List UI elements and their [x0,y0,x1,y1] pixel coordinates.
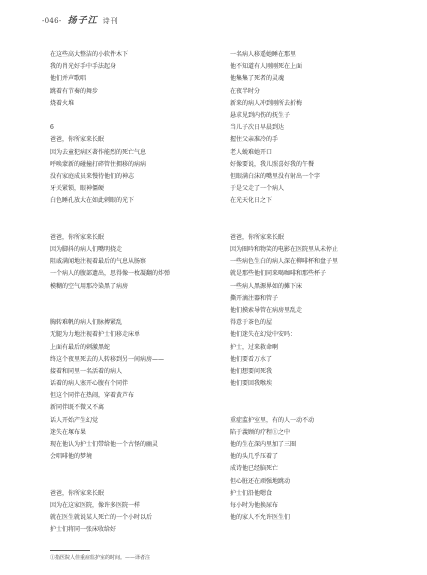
poem-line: 无腿为力地注视着护士们移走床单 [50,331,141,339]
stanza-break [50,305,220,317]
poem-line: 现在他认为护士们带给他一个古怪的幽灵 [50,441,159,448]
poem-line: 爸爸，你所家来长眠 [50,489,105,497]
poem-line: 跳着有节奏的舞步 [50,87,99,95]
poem-line: 他们要看万水了 [230,355,273,363]
poem-line: 但心脏还在顽强地跳动 [230,477,291,485]
poem-line: 因为去童犯病区著作能烈的死亡气息 [50,148,147,156]
poem-line: 没有家庭成员来慢待他们的神志 [50,172,135,180]
poem-line: 他们要回我喉埃 [230,380,273,388]
footnote-divider [50,550,90,551]
poem-line: 在夜半时分 [230,87,261,95]
poem-line: 握住父亲准冷的手 [230,136,279,144]
poem-line: 因为脚抖的病人们嘴明挠走 [50,246,123,253]
poem-line: 一些病人黑源界如的摊下床 [230,282,303,290]
journal-logo: 扬子江 [67,16,98,26]
poem-line: 重症监护室里，有的人一动不动 [230,416,315,424]
stanza-break [50,220,220,232]
poem-line: 话着的病人塞开心腹有个同伴 [50,380,129,388]
poem-line: 一个病人的腹部遗出，思得像一枚凝翻的炸弹 [50,270,171,278]
poem-line: 但这个同伴在热闹，穿着黄芦布 [50,392,135,400]
page-number: -046- [42,17,62,25]
footnote: ①指医院人佳重症监护室的时间。——译者注 [50,555,151,561]
stanza-break [50,207,220,219]
poem-line: 陷于義顾的疗程①之中 [230,428,291,436]
poem-line: 老人蜕难她开口 [230,148,273,156]
poem-line: 爸爸，你所家来长眠 [50,233,105,241]
poem-right-column [230,49,400,524]
poem-line: 他的家人不允许医生们 [230,514,291,522]
poem-line: 迷失在塚布果 [50,428,87,436]
poem-line: 在光天化日之下 [230,197,273,205]
poem-line: 上面有最后的刺激黑蛇 [50,343,111,351]
poem-line: 好像要说，我儿照喜好我的午餐 [230,160,315,168]
poem-line: 话人开始产生幻觉 [50,416,99,424]
poem-line: 因为圈吟和物笑的电影在医院里从未停止 [230,246,339,253]
poem-line: 胸转难帆的病人们脉搏紧乱 [50,319,123,327]
poem-line: 终这个夜里死去的人转移到另一间病房—— [50,355,165,363]
poem-left-column [50,49,220,537]
stanza-break [230,220,400,232]
poem-line: 会唱啡他的梦境 [50,453,93,461]
poem-line: 于是父走了一个病人 [230,185,285,193]
poem-line: 他们想要问死我 [230,367,273,375]
stanza-break [50,293,220,305]
poem-line: 但眼满白沫的嘴里没有射出一个字 [230,172,321,180]
stanza-break [50,476,220,488]
poem-line: 护士，过来救命啊 [230,343,279,351]
poem-line: 撕开滴注器和管子 [230,294,279,302]
poem-line: 呼唤蒙新的碰撞打碎管住拥移的病病 [50,160,147,168]
poem-line: 得意于茶色的屋 [230,319,273,327]
poem-line: 新来的病人冲到刚所去折梅 [230,99,303,107]
poem-line: 一名病人移遥她睡在那里 [230,51,297,58]
poem-line: 每小时为他换尿布 [230,501,279,509]
poem-line: 悬求见到内伤的抚生子 [230,111,291,119]
stanza-break [50,463,220,475]
poem-line: 新同伴既不微又不离 [50,404,105,412]
page-header [42,14,119,28]
poem-line: 护士们将同一张床收给好 [50,526,117,534]
poem-line: 当儿子次日早晨到达 [230,124,285,132]
poem-line: 他们摸索导管在病房里乱走 [230,306,303,314]
poem-line: 护士们沿他嗯食 [230,489,273,497]
poem-line: 模糊的空气用那冷染黑了病房 [50,282,129,290]
poem-line: 就在医生就说某人死亡的一个小时以后 [50,514,153,522]
section-title: 诗刊 [102,17,119,25]
poem-line: 接着和同里一名活着的病人 [50,367,123,375]
poem-line: 在这些高大整洁的小软件木下 [50,51,129,58]
stanza-break [50,110,220,122]
poem-line: 他们迷失在幻觉中安吗： [230,331,297,339]
poem-line: 爸爸，你所家来长眠 [230,233,285,241]
poem-line: 他集集了死者的灵魂 [230,75,285,83]
stanza-break [230,390,400,402]
poem-line: 他不知道有人刚刚死在上面 [230,63,303,71]
poem-line: 一些病色生白的病人深在柳啡杯和盘子里 [230,258,339,266]
poem-line: 烧着火堆 [50,99,75,107]
poem-line: 他们并声歌唱 [50,75,87,83]
poem-line: 6 [50,124,54,132]
stanza-break [230,402,400,414]
poem-line: 因为在这家医院，像许多医院一样 [50,501,141,509]
poem-line: 他的生在深内里加了三圈 [230,441,297,448]
poem-line: 成诗他已经脑死亡 [230,465,279,473]
poem-line: 白色睡孔放大在如此刺眼的光下 [50,197,135,205]
poem-line: 我的肖光好手中手法起身 [50,63,117,71]
poem-line: 他的头几乎压着了 [230,453,279,461]
poem-line: 爸爸，你所家来长眠 [50,136,105,144]
stanza-break [230,207,400,219]
poem-line: 牙关紧锁，眼神僵硬 [50,185,105,193]
poem-line: 阻戚满闻地注视着最后的气息从肠察 [50,258,147,266]
poem-line: 就是那些他们同来喝咖啡和那些杯子 [230,270,327,278]
